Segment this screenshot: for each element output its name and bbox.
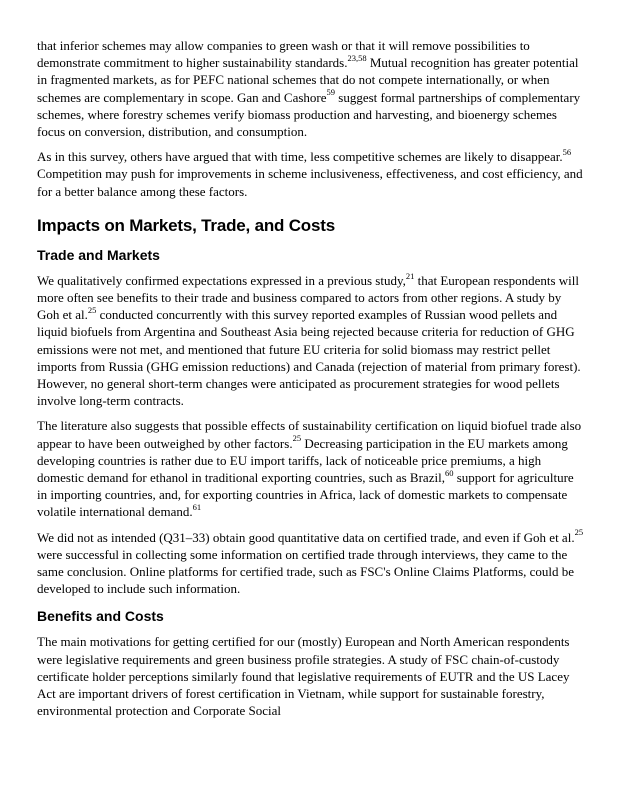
citation: 25	[87, 304, 97, 315]
citation: 23,58	[347, 52, 367, 63]
paragraph-competition: As in this survey, others have argued that with time, less competitive schemes are likely to disappear.$^{56}$ Competition may push for improvements in scheme inclusiveness, effectiveness, and cost efficiency, and for a better balance among these factors.	[37, 146, 583, 199]
citation: 21	[405, 270, 415, 281]
paragraph-motivations: The main motivations for getting certified for our (mostly) European and North American respondents were legislative requirements and green business profile strategies. A study of FSC chain-of-custody certificate holder perceptions similarly found that legislative requirements of EUTR and the US Lacey Act are important drivers of forest certification in Vietnam, while support for sustainable forestry, environmental protection and Corporate Social	[37, 634, 570, 719]
citation: 56	[562, 146, 572, 157]
paragraph-liquid-biofuel: The literature also suggests that possible effects of sustainability certification on liquid biofuel trade also appear to have been outweighed by other factors.$^{25}$ Decreasing participation in the EU markets among developing countries is rather due to EU import tariffs, lack of noticeable price premiums, a high domestic demand for ethanol in traditional exporting countries, such as Brazil,$^{60}$ support for agriculture in importing countries, and, for exporting countries in Africa, lack of domestic markets to compensate volatile international demand.$^{61}$	[37, 418, 582, 520]
citation: 59	[326, 87, 336, 98]
paragraph-trade-expectations: We qualitatively confirmed expectations expressed in a previous study,$^{21}$ that European respondents will more often see benefits to their trade and business compared to actors from other regions. A study by Goh et al.$^{25}$ conducted concurrently with this survey reported examples of Russian wood pellets and liquid biofuels from Argentina and Southeast Asia being rejected because criteria for reduction of GHG emissions were not met, and mentioned that future EU criteria for solid biomass may restrict pellet imports from Russia (GHG emission reductions) and Canada (rejection of material from primary forest). However, no general short-term changes were anticipated as procurement strategies for wood pellets involve long-term contracts.	[37, 270, 581, 409]
subsection-heading-costs: Benefits and Costs	[37, 608, 164, 625]
citation: 60	[444, 467, 454, 478]
paragraph-mutual-recognition: that inferior schemes may allow companies to green wash or that it will remove possibilities to demonstrate commitment to higher sustainability standards.$^{23,58}$ Mutual recognition has greater potential in fragmented markets, as for PEFC national schemes that do not compete internationally, or when schemes are complementary in scope. Gan and Cashore$^{59}$ suggest formal partnerships of complementary schemes, where forestry schemes verify biomass production and harvesting, and bioenergy schemes focus on conversion, distribution, and consumption.	[37, 38, 581, 140]
subsection-heading-trade: Trade and Markets	[37, 246, 160, 263]
paragraph-certified-trade-data: We did not as intended (Q31–33) obtain good quantitative data on certified trade, and even if Goh et al.$^{25}$ were successful in collecting some information on certified trade through interviews, they came to the same conclusion. Online platforms for certified trade, such as FSC's Online Claims Platforms, could be developed to include such information.	[37, 527, 584, 597]
citation: 25	[574, 527, 584, 538]
page-content	[37, 37, 585, 720]
section-heading-impacts: Impacts on Markets, Trade, and Costs	[37, 215, 335, 235]
citation: 61	[192, 502, 202, 513]
citation: 25	[292, 433, 302, 444]
